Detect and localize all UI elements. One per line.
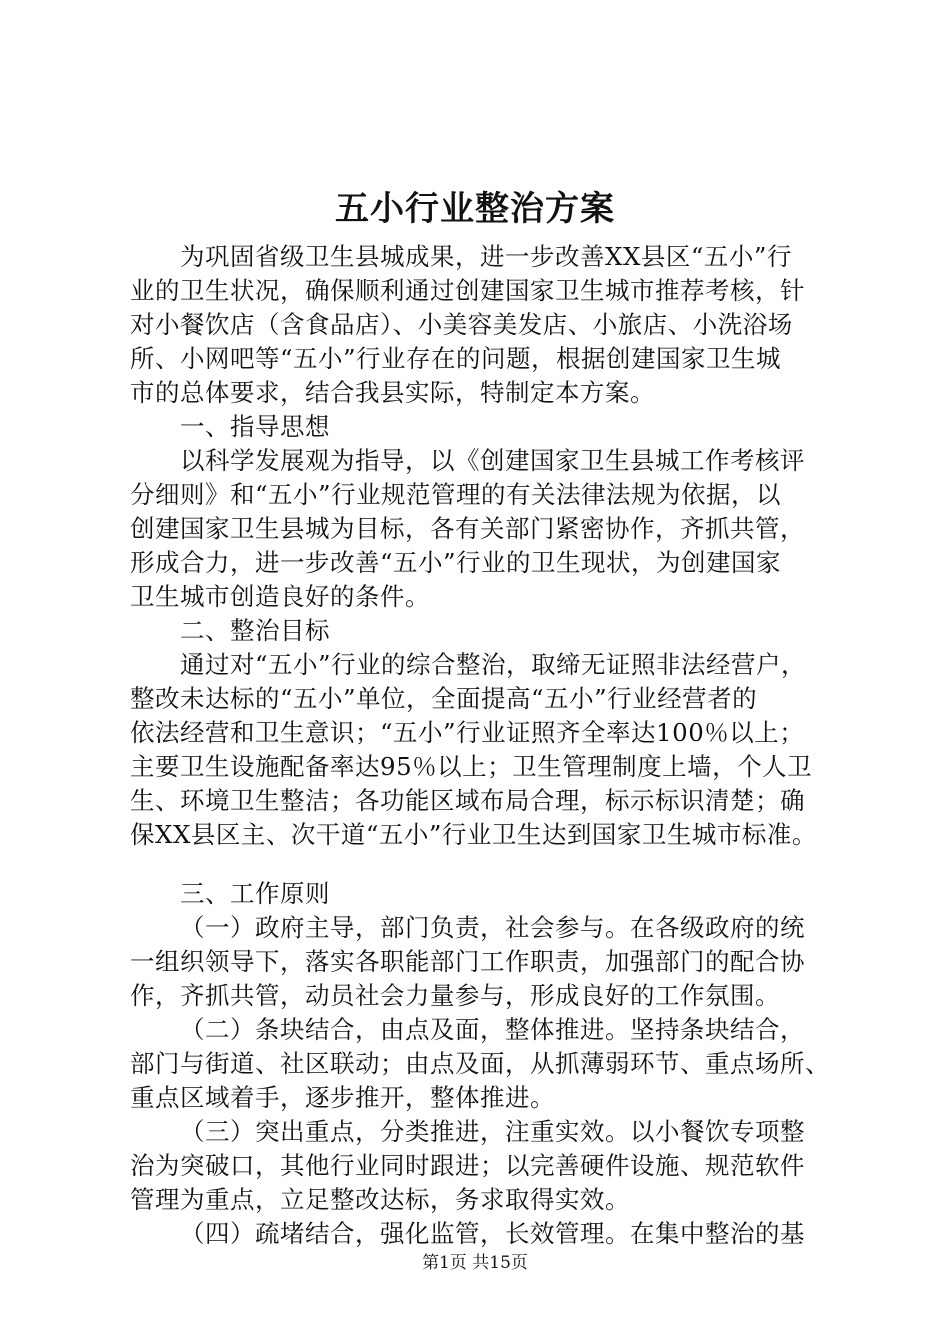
paragraph-line: 为巩固省级卫生县城成果，进一步改善XX县区“五小”行 — [180, 242, 792, 271]
paragraph-line: 主要卫生设施配备率达95％以上；卫生管理制度上墙，个人卫 — [130, 752, 813, 781]
document-title: 五小行业整治方案 — [335, 189, 615, 229]
paragraph-line: 所、小网吧等“五小”行业存在的问题，根据创建国家卫生城 — [130, 344, 782, 373]
paragraph-line: 作，齐抓共管，动员社会力量参与，形成良好的工作氛围。 — [130, 981, 780, 1010]
paragraph-line: 保XX县区主、次干道“五小”行业卫生达到国家卫生城市标准。 — [130, 820, 817, 849]
paragraph-line: （二）条块结合，由点及面，整体推进。坚持条块结合， — [180, 1015, 805, 1044]
paragraph-line: 形成合力，进一步改善“五小”行业的卫生现状，为创建国家 — [130, 548, 782, 577]
paragraph-line: 一组织领导下，落实各职能部门工作职责，加强部门的配合协 — [130, 947, 805, 976]
paragraph-line: （一）政府主导，部门负责，社会参与。在各级政府的统 — [180, 913, 805, 942]
paragraph-line: 卫生城市创造良好的条件。 — [130, 582, 430, 611]
paragraph-line: 创建国家卫生县城为目标，各有关部门紧密协作，齐抓共管， — [130, 514, 805, 543]
section-heading: 三、工作原则 — [180, 879, 330, 908]
paragraph-line: 生、环境卫生整洁；各功能区域布局合理，标示标识清楚；确 — [130, 786, 805, 815]
paragraph-line: 重点区域着手，逐步推开，整体推进。 — [130, 1083, 555, 1112]
paragraph-line: 市的总体要求，结合我县实际，特制定本方案。 — [130, 378, 655, 407]
paragraph-line: （三）突出重点，分类推进，注重实效。以小餐饮专项整 — [180, 1117, 805, 1146]
paragraph-line: 部门与街道、社区联动；由点及面，从抓薄弱环节、重点场所、 — [130, 1049, 830, 1078]
paragraph-line: 治为突破口，其他行业同时跟进；以完善硬件设施、规范软件 — [130, 1151, 805, 1180]
paragraph-line: 以科学发展观为指导，以《创建国家卫生县城工作考核评 — [180, 446, 805, 475]
page-number-footer: 第1页 共15页 — [422, 1253, 528, 1273]
paragraph-line: （四）疏堵结合，强化监管，长效管理。在集中整治的基 — [180, 1219, 805, 1248]
section-heading: 一、指导思想 — [180, 412, 330, 441]
paragraph-line: 业的卫生状况，确保顺利通过创建国家卫生城市推荐考核，针 — [130, 276, 805, 305]
paragraph-line: 通过对“五小”行业的综合整治，取缔无证照非法经营户， — [180, 650, 807, 679]
section-heading: 二、整治目标 — [180, 616, 330, 645]
paragraph-line: 依法经营和卫生意识；“五小”行业证照齐全率达100％以上； — [130, 718, 805, 747]
paragraph-line: 对小餐饮店（含食品店）、小美容美发店、小旅店、小洗浴场 — [130, 310, 793, 339]
paragraph-line: 分细则》和“五小”行业规范管理的有关法律法规为依据，以 — [130, 480, 782, 509]
paragraph-line: 管理为重点，立足整改达标，务求取得实效。 — [130, 1185, 630, 1214]
paragraph-line: 整改未达标的“五小”单位，全面提高“五小”行业经营者的 — [130, 684, 758, 713]
